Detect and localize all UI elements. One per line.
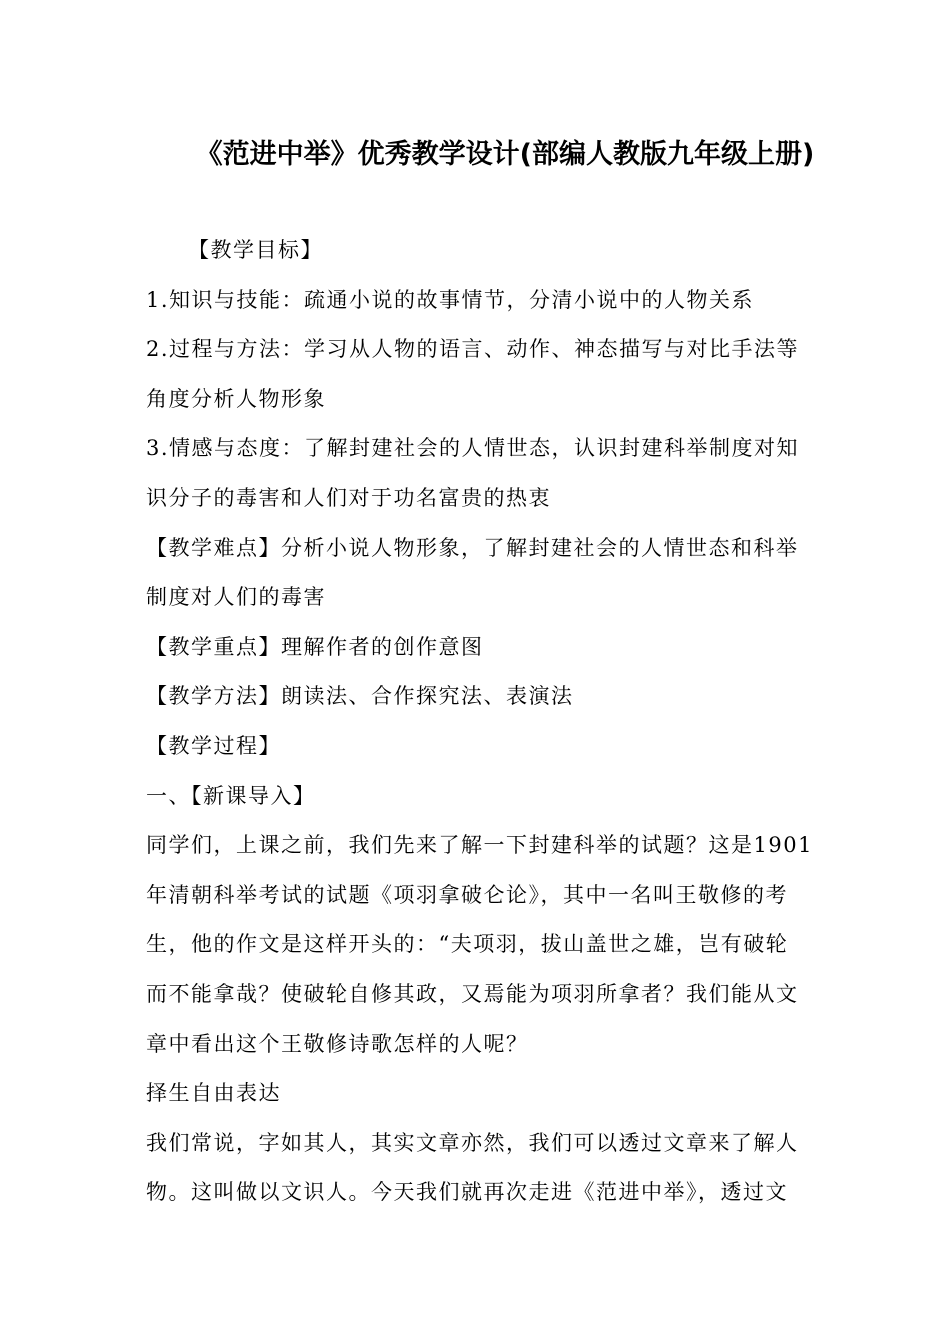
paragraph-line: 1.知识与技能：疏通小说的故事情节，分清小说中的人物关系 bbox=[146, 287, 755, 312]
section-heading-objectives: 【教学目标】 bbox=[188, 238, 323, 262]
paragraph-line: 角度分析人物形象 bbox=[146, 386, 326, 411]
paragraph-line: 3.情感与态度：了解封建社会的人情世态，认识封建科举制度对知 bbox=[146, 436, 800, 461]
paragraph-line: 2.过程与方法：学习从人物的语言、动作、神态描写与对比手法等 bbox=[146, 337, 800, 362]
paragraph-line: 识分子的毒害和人们对于功名富贵的热衷 bbox=[146, 485, 551, 510]
paragraph-line: 【教学重点】理解作者的创作意图 bbox=[146, 634, 484, 659]
document-title: 《范进中举》优秀教学设计(部编人教版九年级上册) bbox=[195, 139, 815, 170]
paragraph-line: 年清朝科举考试的试题《项羽拿破仑论》，其中一名叫王敬修的考 bbox=[146, 882, 788, 907]
paragraph-line: 章中看出这个王敬修诗歌怎样的人呢？ bbox=[146, 1031, 529, 1056]
paragraph-line: 物。这叫做以文识人。今天我们就再次走进《范进中举》，透过文 bbox=[146, 1180, 788, 1205]
paragraph-line: 而不能拿哉？使破轮自修其政，又焉能为项羽所拿者？我们能从文 bbox=[146, 981, 799, 1006]
paragraph-line: 择生自由表达 bbox=[146, 1081, 281, 1106]
section-heading-process: 【教学过程】 bbox=[146, 733, 281, 758]
section-heading-intro: 一、【新课导入】 bbox=[146, 783, 316, 808]
paragraph-line: 制度对人们的毒害 bbox=[146, 585, 326, 610]
paragraph-line: 我们常说，字如其人，其实文章亦然，我们可以透过文章来了解人 bbox=[146, 1130, 799, 1155]
paragraph-line: 同学们，上课之前，我们先来了解一下封建科举的试题？这是1901 bbox=[146, 833, 813, 858]
paragraph-line: 【教学方法】朗读法、合作探究法、表演法 bbox=[146, 684, 574, 709]
paragraph-line: 生，他的作文是这样开头的：“夫项羽，拔山盖世之雄，岂有破轮 bbox=[146, 932, 789, 957]
document-body bbox=[146, 226, 811, 1218]
paragraph-line: 【教学难点】分析小说人物形象，了解封建社会的人情世态和科举 bbox=[146, 535, 799, 560]
